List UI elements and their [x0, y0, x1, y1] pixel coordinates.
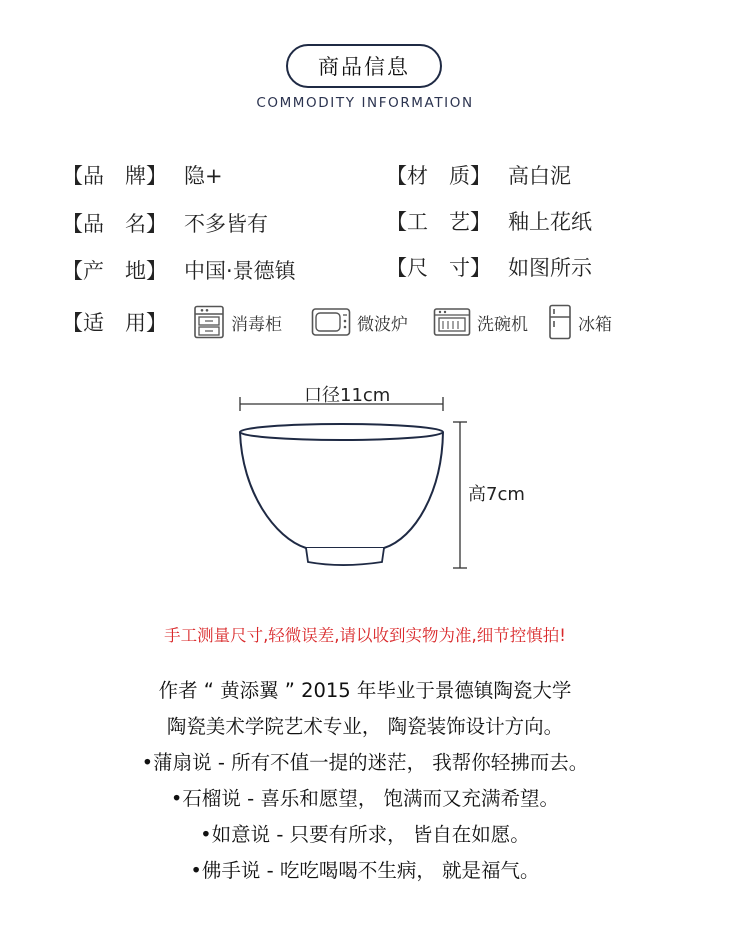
usage-label: 冰箱: [578, 314, 612, 335]
usage-label: 消毒柜: [231, 314, 282, 335]
spec-material-value: 高白泥: [508, 164, 571, 188]
usage-label: 微波炉: [357, 314, 408, 335]
spec-usage-label: 【适 用】: [62, 311, 167, 335]
story-line: •石榴说 - 喜乐和愿望， 饱满而又充满希望。: [170, 787, 560, 810]
usage-label: 洗碗机: [477, 314, 528, 335]
section-subtitle: COMMODITY INFORMATION: [256, 95, 474, 111]
spec-brand-label: 【品 牌】: [62, 164, 167, 188]
height-label: 高7cm: [468, 484, 525, 505]
spec-origin-label: 【产 地】: [62, 259, 167, 283]
story-line: •蒲扇说 - 所有不值一提的迷茫， 我帮你轻拂而去。: [141, 751, 589, 774]
spec-brand-value: 隐+: [184, 164, 223, 188]
spec-name-label: 【品 名】: [62, 212, 167, 236]
spec-name-value: 不多皆有: [184, 212, 268, 236]
story-line: 陶瓷美术学院艺术专业， 陶瓷装饰设计方向。: [166, 715, 564, 738]
diameter-label: 口径11cm: [304, 385, 391, 406]
spec-size-value: 如图所示: [508, 256, 592, 280]
bowl-outline: [240, 424, 443, 565]
section-title: 商品信息: [318, 55, 410, 79]
measurement-note: 手工测量尺寸,轻微误差,请以收到实物为准,细节控慎拍!: [164, 626, 566, 645]
story-line: •佛手说 - 吃吃喝喝不生病， 就是福气。: [190, 859, 540, 882]
spec-origin-value: 中国·景德镇: [184, 259, 296, 283]
height-dimension-line: [453, 422, 467, 568]
spec-material-label: 【材 质】: [386, 164, 491, 188]
spec-craft-value: 釉上花纸: [508, 210, 592, 234]
spec-size-label: 【尺 寸】: [386, 256, 491, 280]
story-line: 作者 “ 黄添翼 ” 2015 年毕业于景德镇陶瓷大学: [158, 679, 572, 702]
spec-craft-label: 【工 艺】: [386, 210, 491, 234]
story-line: •如意说 - 只要有所求， 皆自在如愿。: [200, 823, 530, 846]
